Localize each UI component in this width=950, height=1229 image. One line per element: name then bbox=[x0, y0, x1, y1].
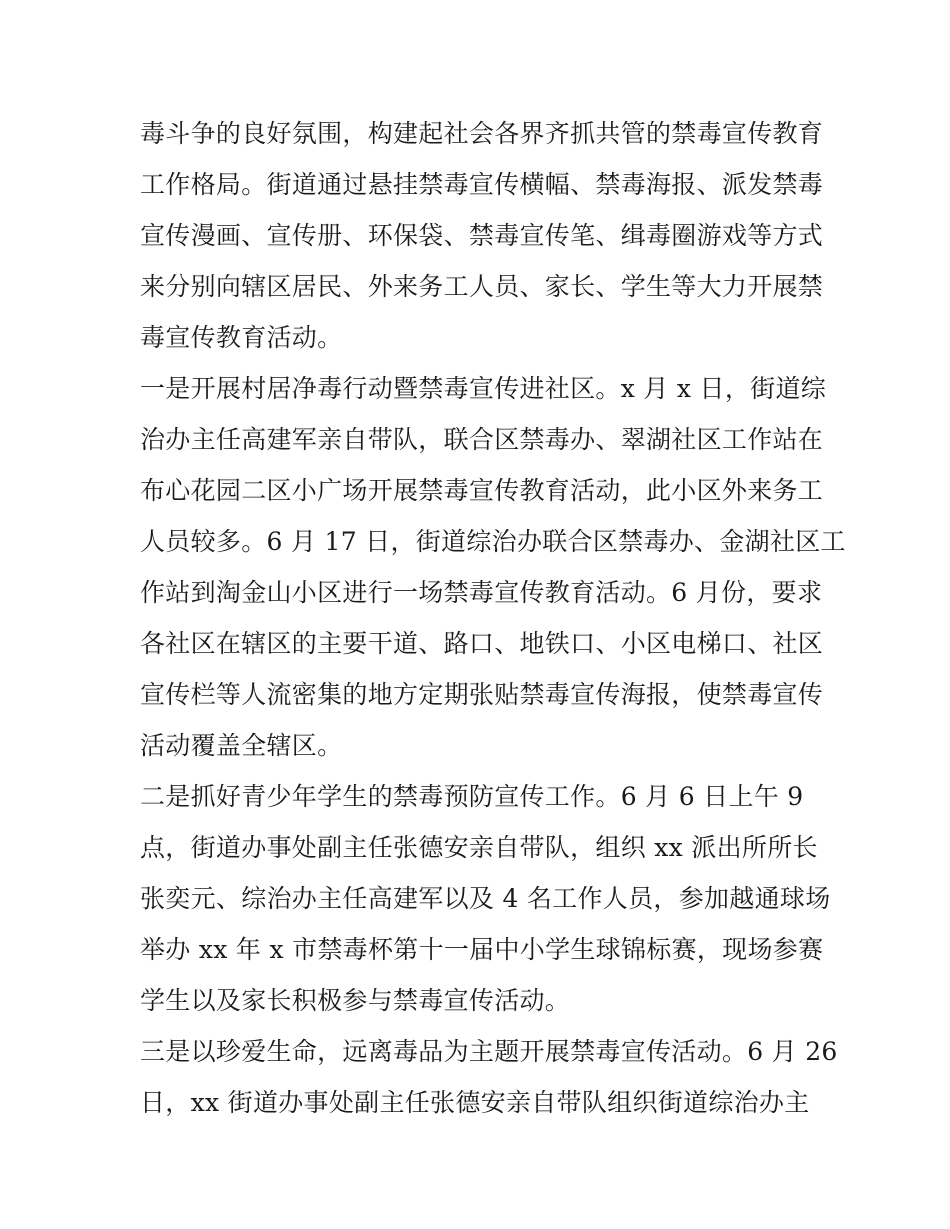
text-line: 治办主任高建军亲自带队，联合区禁毒办、翠湖社区工作站在 bbox=[140, 425, 824, 454]
text-line: 三是以珍爱生命，远离毒品为主题开展禁毒宣传活动。6 月 26 bbox=[140, 1037, 838, 1066]
text-line: 学生以及家长积极参与禁毒宣传活动。 bbox=[140, 986, 571, 1015]
body-text bbox=[140, 108, 846, 1128]
text-line: 毒宣传教育活动。 bbox=[140, 323, 343, 352]
text-line: 来分别向辖区居民、外来务工人员、家长、学生等大力开展禁 bbox=[140, 272, 824, 301]
text-line: 宣传栏等人流密集的地方定期张贴禁毒宣传海报，使禁毒宣传 bbox=[140, 680, 824, 709]
text-line: 举办 xx 年 x 市禁毒杯第十一届中小学生球锦标赛，现场参赛 bbox=[140, 935, 824, 964]
text-line: 活动覆盖全辖区。 bbox=[140, 731, 343, 760]
text-line: 一是开展村居净毒行动暨禁毒宣传进社区。x 月 x 日，街道综 bbox=[140, 374, 827, 403]
text-line: 人员较多。6 月 17 日，街道综治办联合区禁毒办、金湖社区工 bbox=[140, 527, 846, 556]
text-line: 各社区在辖区的主要干道、路口、地铁口、小区电梯口、社区 bbox=[140, 629, 824, 658]
text-line: 点，街道办事处副主任张德安亲自带队，组织 xx 派出所所长 bbox=[140, 833, 818, 862]
text-line: 工作格局。街道通过悬挂禁毒宣传横幅、禁毒海报、派发禁毒 bbox=[140, 170, 824, 199]
text-line: 宣传漫画、宣传册、环保袋、禁毒宣传笔、缉毒圈游戏等方式 bbox=[140, 221, 824, 250]
text-line: 日，xx 街道办事处副主任张德安亲自带队组织街道综治办主 bbox=[140, 1088, 810, 1117]
text-line: 张奕元、综治办主任高建军以及 4 名工作人员，参加越通球场 bbox=[140, 884, 831, 913]
text-line: 作站到淘金山小区进行一场禁毒宣传教育活动。6 月份，要求 bbox=[140, 578, 823, 607]
text-line: 毒斗争的良好氛围，构建起社会各界齐抓共管的禁毒宣传教育 bbox=[140, 119, 824, 148]
text-line: 二是抓好青少年学生的禁毒预防宣传工作。6 月 6 日上午 9 bbox=[140, 782, 804, 811]
text-line: 布心花园二区小广场开展禁毒宣传教育活动，此小区外来务工 bbox=[140, 476, 824, 505]
